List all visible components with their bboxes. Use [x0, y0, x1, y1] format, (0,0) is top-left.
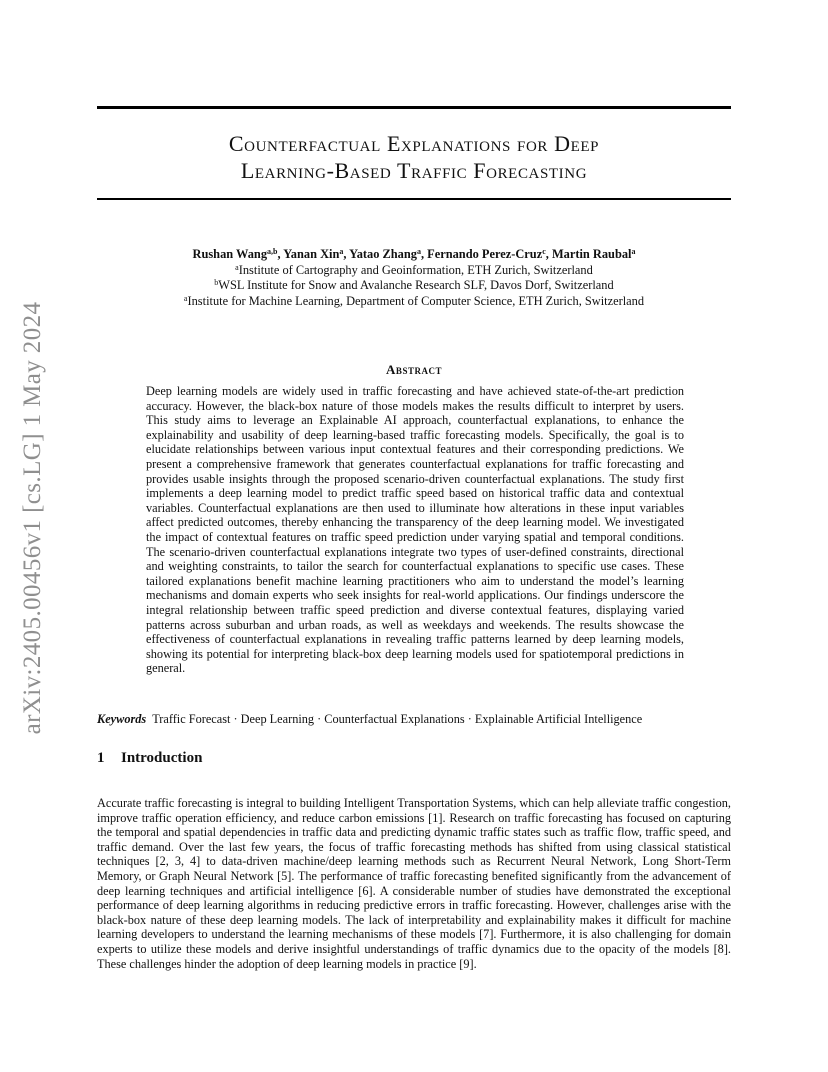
- author-name: Rushan Wang: [192, 247, 268, 261]
- keywords-label: Keywords: [97, 712, 147, 726]
- author-name: Yanan Xin: [283, 247, 340, 261]
- section-number: 1: [97, 750, 105, 766]
- introduction-paragraph: Accurate traffic forecasting is integral to building Intelligent Transportation Systems, which can help alleviate traffic congestion, improve traffic operation efficiency, and reduce carbon emissions [1]. Research on traffic forecasting has focused on capturing the temporal and spatial dependencies in traffic data and predicting dynamic traffic states such as traffic flow, traffic speed, and traffic demand. Over the last few years, the focus of traffic forecasting methods has shifted from using classical statistical techniques [2, 3, 4] to data-driven machine/deep learning methods such as Recurrent Neural Network, Long Short-Term Memory, or Graph Neural Network [5]. The performance of traffic forecasting benefited significantly from the advancement of deep learning techniques and artificial intelligence [6]. A considerable number of studies have demonstrated the exceptional performance of deep learning algorithms in reducing predictive errors in traffic forecasting. However, challenges arise with the black-box nature of these deep learning models. The lack of interpretability and explainability makes it difficult for machine learning developers to understand the learning mechanisms of these models [7]. Furthermore, it is also challenging for domain experts to utilize these models and derive insightful understandings of traffic dynamics due to the opacity of the models [8]. These challenges hinder the adoption of deep learning models in practice [9].: [97, 796, 731, 971]
- author-separator: ,: [420, 247, 428, 261]
- author-separator: ,: [545, 247, 552, 261]
- paper-title: [97, 130, 731, 184]
- author-affiliation-mark: a,b: [267, 247, 278, 256]
- author-separator: ,: [343, 247, 350, 261]
- affiliation-mark: a: [235, 262, 239, 272]
- affiliation-text: Institute for Machine Learning, Department of Computer Science, ETH Zurich, Switzerland: [187, 293, 645, 308]
- affiliation-line: [97, 263, 731, 279]
- title-top-rule: [97, 106, 731, 109]
- title-bottom-rule: [97, 198, 731, 200]
- author-affiliation-mark: a: [416, 247, 421, 256]
- affiliation-text: WSL Institute for Snow and Avalanche Research SLF, Davos Dorf, Switzerland: [218, 278, 614, 292]
- author-affiliation-mark: c: [542, 247, 546, 256]
- abstract-heading: Abstract: [386, 362, 442, 377]
- author-names: [97, 247, 731, 263]
- author-affiliation-mark: a: [631, 247, 636, 256]
- author-block: [97, 247, 731, 309]
- paper-title-line-2: Learning-Based Traffic Forecasting: [240, 158, 588, 183]
- author-separator: ,: [277, 247, 284, 261]
- arxiv-identifier-stamp: arXiv:2405.00456v1 [cs.LG] 1 May 2024: [19, 301, 46, 735]
- author-affiliation-mark: a: [339, 247, 344, 256]
- keywords-text: Traffic Forecast · Deep Learning · Counterfactual Explanations · Explainable Artificial Intelligence: [152, 712, 643, 726]
- affiliation-text: Institute of Cartography and Geoinformation, ETH Zurich, Switzerland: [238, 262, 593, 277]
- section-title: Introduction: [121, 750, 203, 766]
- author-name: Yatao Zhang: [349, 247, 417, 261]
- paper-title-line-1: Counterfactual Explanations for Deep: [228, 131, 600, 156]
- affiliation-mark: b: [214, 278, 219, 287]
- affiliation-mark: a: [183, 293, 188, 303]
- section-heading: [97, 750, 202, 767]
- affiliation-line: [97, 294, 731, 310]
- author-name: Fernando Perez-Cruz: [427, 247, 543, 261]
- author-name: Martin Raubal: [551, 247, 632, 261]
- keywords-line: [97, 712, 737, 727]
- abstract-text: Deep learning models are widely used in traffic forecasting and have achieved state-of-the-art prediction accuracy. However, the black-box nature of those models makes the results difficult to interpret by users. This study aims to leverage an Explainable AI approach, counterfactual explanations, to enhance the explainability and usability of deep learning-based traffic forecasting models. Specifically, the goal is to elucidate relationships between various input contextual features and their corresponding predictions. We present a comprehensive framework that generates counterfactual explanations for traffic forecasting and provides usable insights through the proposed scenario-driven counterfactual explanations. The study first implements a deep learning model to predict traffic speed based on historical traffic data and contextual variables. Counterfactual explanations are then used to illuminate how alterations in these input variables affect predicted outcomes, thereby enhancing the transparency of the deep learning model. We investigated the impact of contextual features on traffic speed prediction under varying spatial and temporal conditions. The scenario-driven counterfactual explanations integrate two types of user-defined constraints, directional and weighting constraints, to tailor the search for counterfactual explanations to specific use cases. These tailored explanations benefit machine learning practitioners who aim to understand the model’s learning mechanisms and domain experts who seek insights for real-world applications. Our findings underscore the integral relationship between traffic speed prediction and diverse contextual features, displaying varied patterns across suburban and urban roads, as well as weekdays and weekends. The results showcase the effectiveness of counterfactual explanations in revealing traffic patterns learned by deep learning models, showing its potential for interpreting black-box deep learning models used for spatiotemporal predictions in general.: [146, 384, 684, 676]
- affiliation-line: [97, 278, 731, 294]
